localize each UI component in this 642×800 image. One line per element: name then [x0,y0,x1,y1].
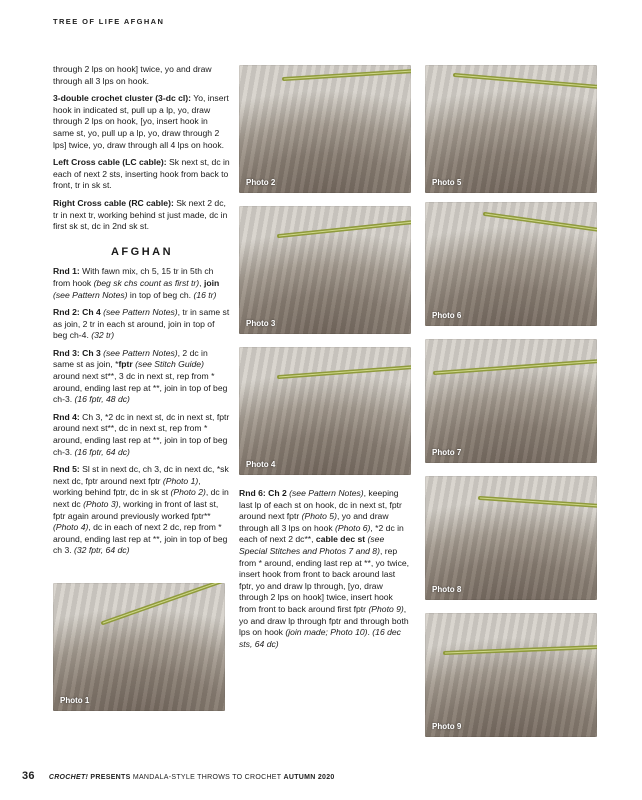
round-label: Rnd 2: Ch 4 [53,307,101,318]
page-footer [22,770,335,782]
photo-6 [425,202,597,326]
text: , rep from * around, ending last rep at **, yo twice, insert hook from front to back around last fptr, yo and draw lp through, [yo, draw through 2 lps on hook] twice, insert hook from front to back around first fptr [239,545,410,614]
note: (see Pattern Notes) [103,347,178,358]
paragraph-intro: through 2 lps on hook] twice, yo and draw through all 3 lps on hook. [53,64,212,86]
crochet-hook-image [425,65,597,193]
note: (see Special Stitches and Photos 7 and 8) [239,534,385,556]
photo-2 [239,65,411,193]
photo-label: Photo 8 [432,585,462,594]
round-3 [53,348,231,406]
text: Sl st in next dc, ch 3, dc in next dc, *sk next dc, fptr around next fptr [53,464,229,486]
text-column-left [53,64,231,563]
note: (see Pattern Notes) [289,488,364,498]
photo-3 [239,206,411,334]
publication-title: MANDALA-STYLE THROWS TO CROCHET [132,774,284,781]
note: (see Pattern Notes) [103,307,178,318]
photo-label: Photo 6 [432,311,462,320]
crochet-hook-image [425,339,597,463]
magazine-name: CROCHET! [48,774,89,781]
photo-ref: (Photo 6) [335,522,371,533]
photo-ref: (Photo 2) [170,487,206,498]
photo-label: Photo 4 [246,460,276,469]
crochet-hook-image [53,583,225,711]
text: in top of beg ch. [127,289,194,300]
special-stitch-3dc-cluster [53,93,231,151]
text: Ch 3, *2 dc in next st, dc in next st, fptr around next st**, dc in next st, rep from * around, ending last rep at **, join in top of beg ch-3. [53,411,230,457]
round-label: Rnd 6: Ch 2 [239,488,287,498]
text-column-middle [239,488,411,656]
photo-5 [425,65,597,193]
definition: Sk next 2 dc, tr in next tr, working behind st just made, dc in first sk st, dc in 2nd sk st. [53,197,228,232]
photo-ref: (Photo 9) [368,603,404,614]
count: (16 dec sts, 64 dc) [239,627,401,649]
running-header: TREE OF LIFE AFGHAN [53,17,165,26]
definition: Sk next st, dc in each of next 2 sts, inserting hook from back to front, tr in sk st. [53,157,230,191]
photo-ref: (Photo 4) [53,522,89,533]
crochet-hook-image [239,65,411,193]
photo-label: Photo 7 [432,448,462,457]
crochet-hook-image [425,476,597,600]
count: (16 fptr, 64 dc) [74,446,130,457]
special-stitch-rc-cable [53,198,231,233]
round-label: Rnd 1: [53,266,80,277]
photo-ref: (Photo 5) [301,511,337,522]
term: Left Cross cable (LC cable): [53,157,167,168]
text: , yo and draw lp through fptr and through both lps on hook [239,603,409,638]
page-number: 36 [22,770,35,782]
presents-text: PRESENTS [88,774,133,781]
crochet-hook-image [425,202,597,326]
text: , working behind fptr, dc in sk st [53,475,201,498]
count: (16 fptr, 48 dc) [74,394,130,405]
text: , dc in next dc [53,487,229,509]
photo-label: Photo 1 [60,696,90,705]
term: 3-double crochet cluster (3-dc cl): [53,93,192,104]
stitch: join [203,277,220,288]
text: With fawn mix, ch 5, 15 tr in 5th ch from hook [53,266,214,288]
text: , yo and draw through all 3 lps on hook [239,511,389,533]
issue: AUTUMN 2020 [283,774,335,781]
photo-label: Photo 3 [246,319,276,328]
crochet-hook-image [425,613,597,737]
crochet-hook-image [239,347,411,475]
photo-7 [425,339,597,463]
text: , dc in each of next 2 dc, rep from * around, ending last rep at **, join in top of beg ch 3. [53,522,228,556]
round-1 [53,266,231,301]
text: , working in front of last st, fptr again around previously worked fptr** [53,499,219,521]
text: , keeping last lp of each st on hook, dc in next st, fptr around next fptr [239,488,402,522]
photo-1 [53,583,225,711]
photo-ref: (Photo 3) [83,499,119,509]
text: . [367,627,373,638]
stitch: cable dec st [315,534,366,545]
note: (beg sk chs count as first tr) [93,277,200,288]
round-label: Rnd 5: [53,464,80,475]
count: (32 tr) [91,330,115,341]
photo-label: Photo 9 [432,722,462,731]
term: Right Cross cable (RC cable): [53,197,174,208]
definition: Yo, insert hook in indicated st, pull up a lp, yo, draw through 2 lps on hook, [yo, insert hook in same st, yo, pull up a lp, yo, draw through 2 lps] twice, yo, draw through all 4 lps on hook. [53,93,229,150]
photo-label: Photo 5 [432,178,462,187]
text: , 2 dc in same st as join, * [53,347,208,370]
special-stitch-lc-cable [53,157,231,192]
text: , *2 dc in each of next 2 dc**, [239,522,404,545]
stitch: fptr [118,359,133,370]
text: around next st**, 3 dc in next st, rep from * around, ending last rep at **, join in top of beg ch-3. [53,371,228,405]
note: (see Stitch Guide) [135,359,204,370]
round-label: Rnd 4: [53,411,80,422]
note: (see Pattern Notes) [53,289,128,300]
photo-label: Photo 2 [246,178,276,187]
photo-8 [425,476,597,600]
note: (join made; Photo 10) [285,627,368,638]
text: , tr in same st as join, 2 tr in each st around, join in top of beg ch-4. [53,307,230,341]
round-5 [53,464,231,557]
round-4 [53,412,231,458]
photo-ref: (Photo 1) [162,475,199,486]
photo-4 [239,347,411,475]
text: , [199,277,204,288]
round-6 [239,488,411,650]
count: (32 fptr, 64 dc) [74,545,130,556]
crochet-hook-image [239,206,411,334]
round-label: Rnd 3: Ch 3 [53,347,101,358]
photo-9 [425,613,597,737]
section-title: AFGHAN [110,245,174,258]
round-2 [53,307,231,342]
count: (16 tr) [193,289,217,300]
